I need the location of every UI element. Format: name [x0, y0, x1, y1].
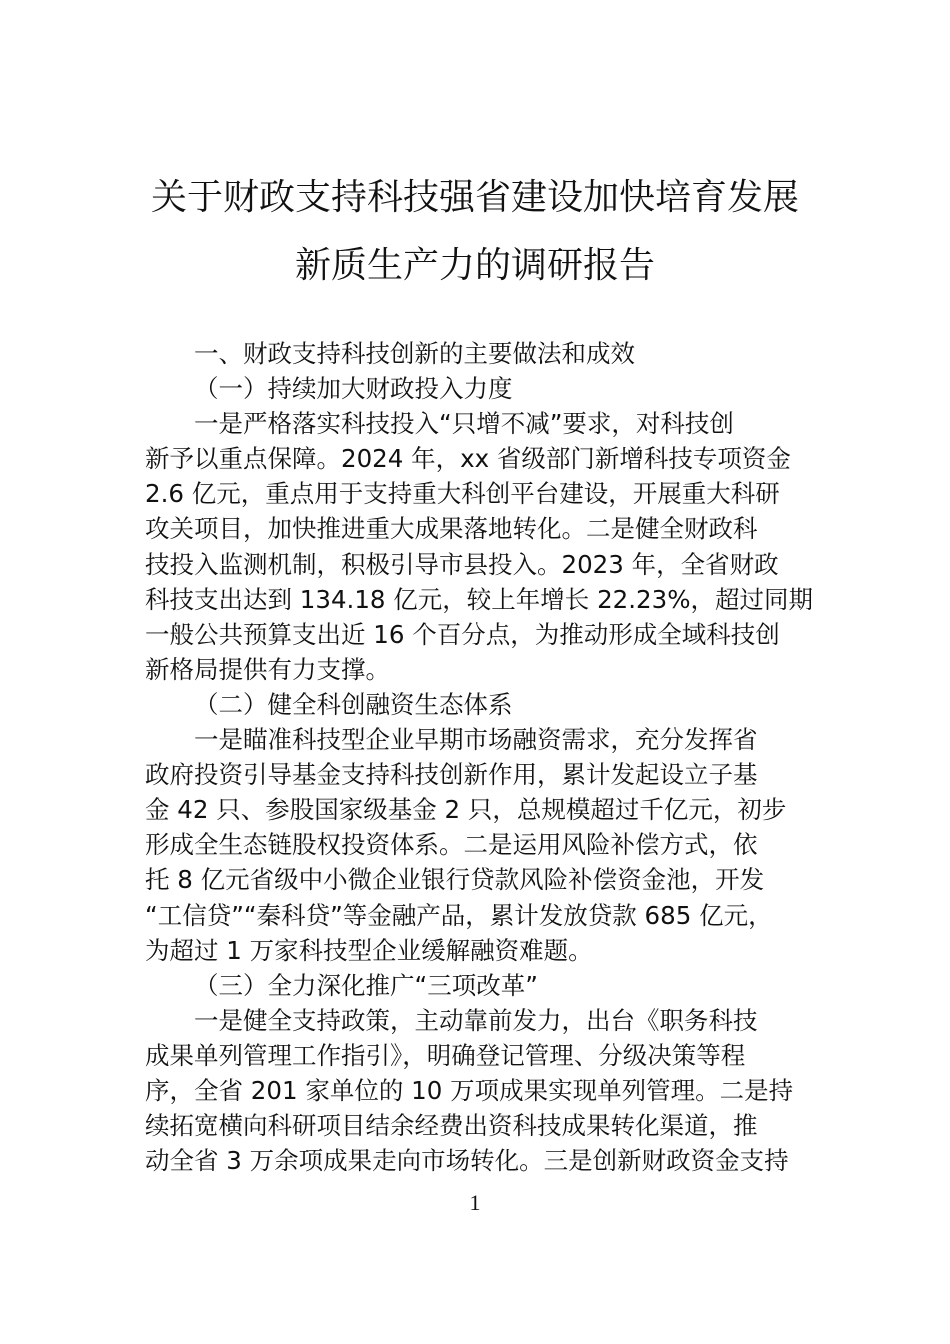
paragraph-line: 科技支出达到 134.18 亿元，较上年增长 22.23%，超过同期: [145, 584, 814, 614]
paragraph-line: 一是健全支持政策，主动靠前发力，出台《职务科技: [194, 1005, 758, 1035]
paragraph-line: 续拓宽横向科研项目结余经费出资科技成果转化渠道，推: [145, 1111, 758, 1141]
paragraph-line: 新格局提供有力支撑。: [145, 654, 390, 684]
paragraph-line: 金 42 只、参股国家级基金 2 只，总规模超过千亿元，初步: [145, 795, 787, 825]
document-body: [145, 336, 815, 1178]
document-title-line-2: 新质生产力的调研报告: [294, 245, 655, 286]
paragraph-line: 托 8 亿元省级中小微企业银行贷款风险补偿资金池，开发: [145, 865, 765, 895]
paragraph-line: 形成全生态链股权投资体系。二是运用风险补偿方式，依: [145, 830, 758, 860]
section-heading: 一、财政支持科技创新的主要做法和成效: [194, 339, 635, 368]
paragraph-line: “工信贷”“秦科贷”等金融产品，累计发放贷款 685 亿元，: [145, 900, 773, 930]
subsection-heading: （三）全力深化推广“三项改革”: [194, 970, 538, 1000]
document-title-line-1: 关于财政支持科技强省建设加快培育发展: [150, 177, 799, 218]
subsection-heading: （二）健全科创融资生态体系: [194, 689, 513, 719]
paragraph-line: 动全省 3 万余项成果走向市场转化。三是创新财政资金支持: [145, 1146, 789, 1176]
paragraph-line: 政府投资引导基金支持科技创新作用，累计发起设立子基: [145, 760, 758, 790]
paragraph-line: 新予以重点保障。2024 年，xx 省级部门新增科技专项资金: [145, 444, 791, 474]
paragraph-line: 攻关项目，加快推进重大成果落地转化。二是健全财政科: [145, 514, 758, 544]
paragraph-line: 一是严格落实科技投入“只增不减”要求，对科技创: [194, 409, 734, 439]
paragraph-line: 为超过 1 万家科技型企业缓解融资难题。: [145, 935, 593, 965]
paragraph-line: 序，全省 201 家单位的 10 万项成果实现单列管理。二是持: [145, 1075, 794, 1105]
paragraph-line: 技投入监测机制，积极引导市县投入。2023 年，全省财政: [145, 549, 779, 579]
paragraph-line: 一般公共预算支出近 16 个百分点，为推动形成全域科技创: [145, 619, 780, 649]
paragraph-line: 一是瞄准科技型企业早期市场融资需求，充分发挥省: [194, 725, 758, 755]
paragraph-line: 2.6 亿元，重点用于支持重大科创平台建设，开展重大科研: [145, 479, 780, 509]
subsection-heading: （一）持续加大财政投入力度: [194, 374, 513, 404]
paragraph-line: 成果单列管理工作指引》，明确登记管理、分级决策等程: [145, 1040, 746, 1070]
page-number: 1: [469, 1190, 481, 1215]
